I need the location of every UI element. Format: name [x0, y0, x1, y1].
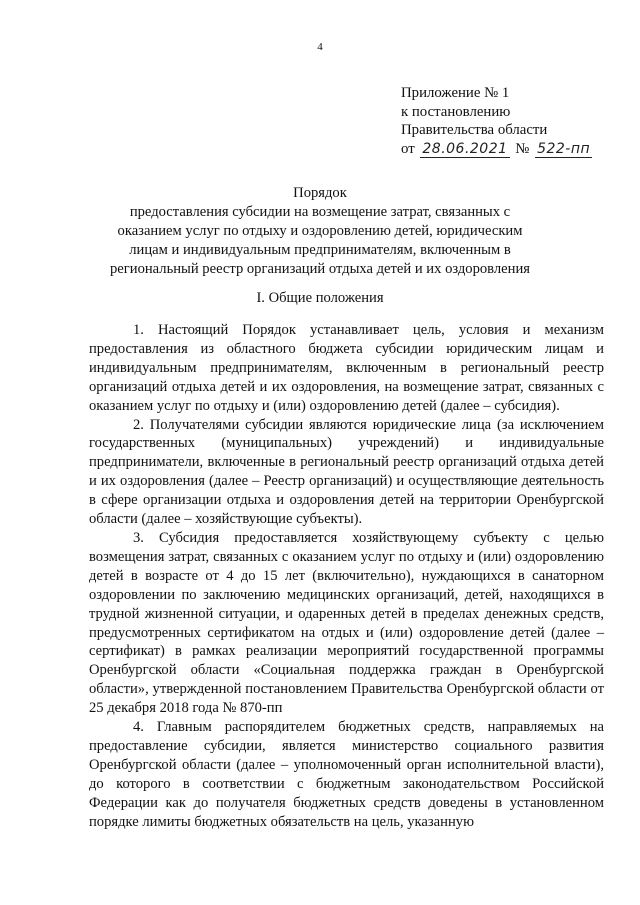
- annex-number-label: №: [515, 140, 530, 157]
- annex-from-label: от: [401, 140, 415, 157]
- document-body: [89, 321, 604, 831]
- section-title: I. Общие положения: [256, 290, 384, 306]
- paragraph-1: 1. Настоящий Порядок устанавливает цель, условия и механизм предоставления из областного бюджета субсидии юридическим лицам и индивидуальным предпринимателям, включенным в региональный реестр организаций отдыха детей и их оздоровления, на возмещение затрат, связанных с оказанием услуг по отдыху и (или) оздоровлению детей (далее – субсидия).: [89, 322, 604, 414]
- title-subtitle: предоставления субсидии на возмещение затрат, связанных с оказанием услуг по отдыху и оздоровлению детей, юридическим лицам и индивидуальным предпринимателям, включенным в региональный реестр организаций отдыха детей и их оздоровления: [110, 204, 530, 277]
- title-heading: Порядок: [293, 185, 347, 201]
- annex-line-3: Правительства области: [401, 122, 548, 139]
- annex-date-line: [401, 140, 631, 159]
- paragraph-4: 4. Главным распорядителем бюджетных средств, направляемых на предоставление субсидии, является министерство социального развития Оренбургской области (далее – уполномоченный орган исполнительной власти), до которого в соответствии с бюджетным законодательством Российской Федерации как до получателя бюджетных средств доведены в установленном порядке лимиты бюджетных обязательств на цель, указанную: [89, 719, 604, 830]
- annex-number: 522-пп: [537, 140, 591, 157]
- paragraph-2: 2. Получателями субсидии являются юридические лица (за исключением государственных (муниципальных) учреждений) и индивидуальные предприниматели, включенные в региональный реестр организаций отдыха детей и их оздоровления (далее – Реестр организаций) и осуществляющие деятельность в сфере организации отдыха и оздоровления детей на территории Оренбургской области (далее – хозяйствующие субъекты).: [89, 416, 604, 528]
- annex-line-1: Приложение № 1: [401, 85, 510, 101]
- paragraph-3: 3. Субсидия предоставляется хозяйствующему субъекту с целью возмещения затрат, связанных с оказанием услуг по отдыху и (или) оздоровлению детей в возрасте от 4 до 15 лет (включительно), нуждающихся в санаторном оздоровлении по заключению медицинских организаций, детей, находящихся в трудной жизненной ситуации, и одаренных детей в пределах денежных средств, предусмотренных сертификатом на отдых и (или) оздоровление детей (далее – сертификат) в рамках реализации мероприятий государственной программы Оренбургской области «Социальная поддержка граждан в Оренбургской области», утвержденной постановлением Правительства Оренбургской области от 25 декабря 2018 года № 870-пп: [89, 529, 604, 717]
- page-number: 4: [317, 41, 323, 53]
- annex-date: 28.06.2021: [422, 140, 508, 157]
- document-title: [100, 184, 540, 279]
- annex-line-2: к постановлению: [401, 103, 511, 120]
- annex-block: [401, 84, 631, 158]
